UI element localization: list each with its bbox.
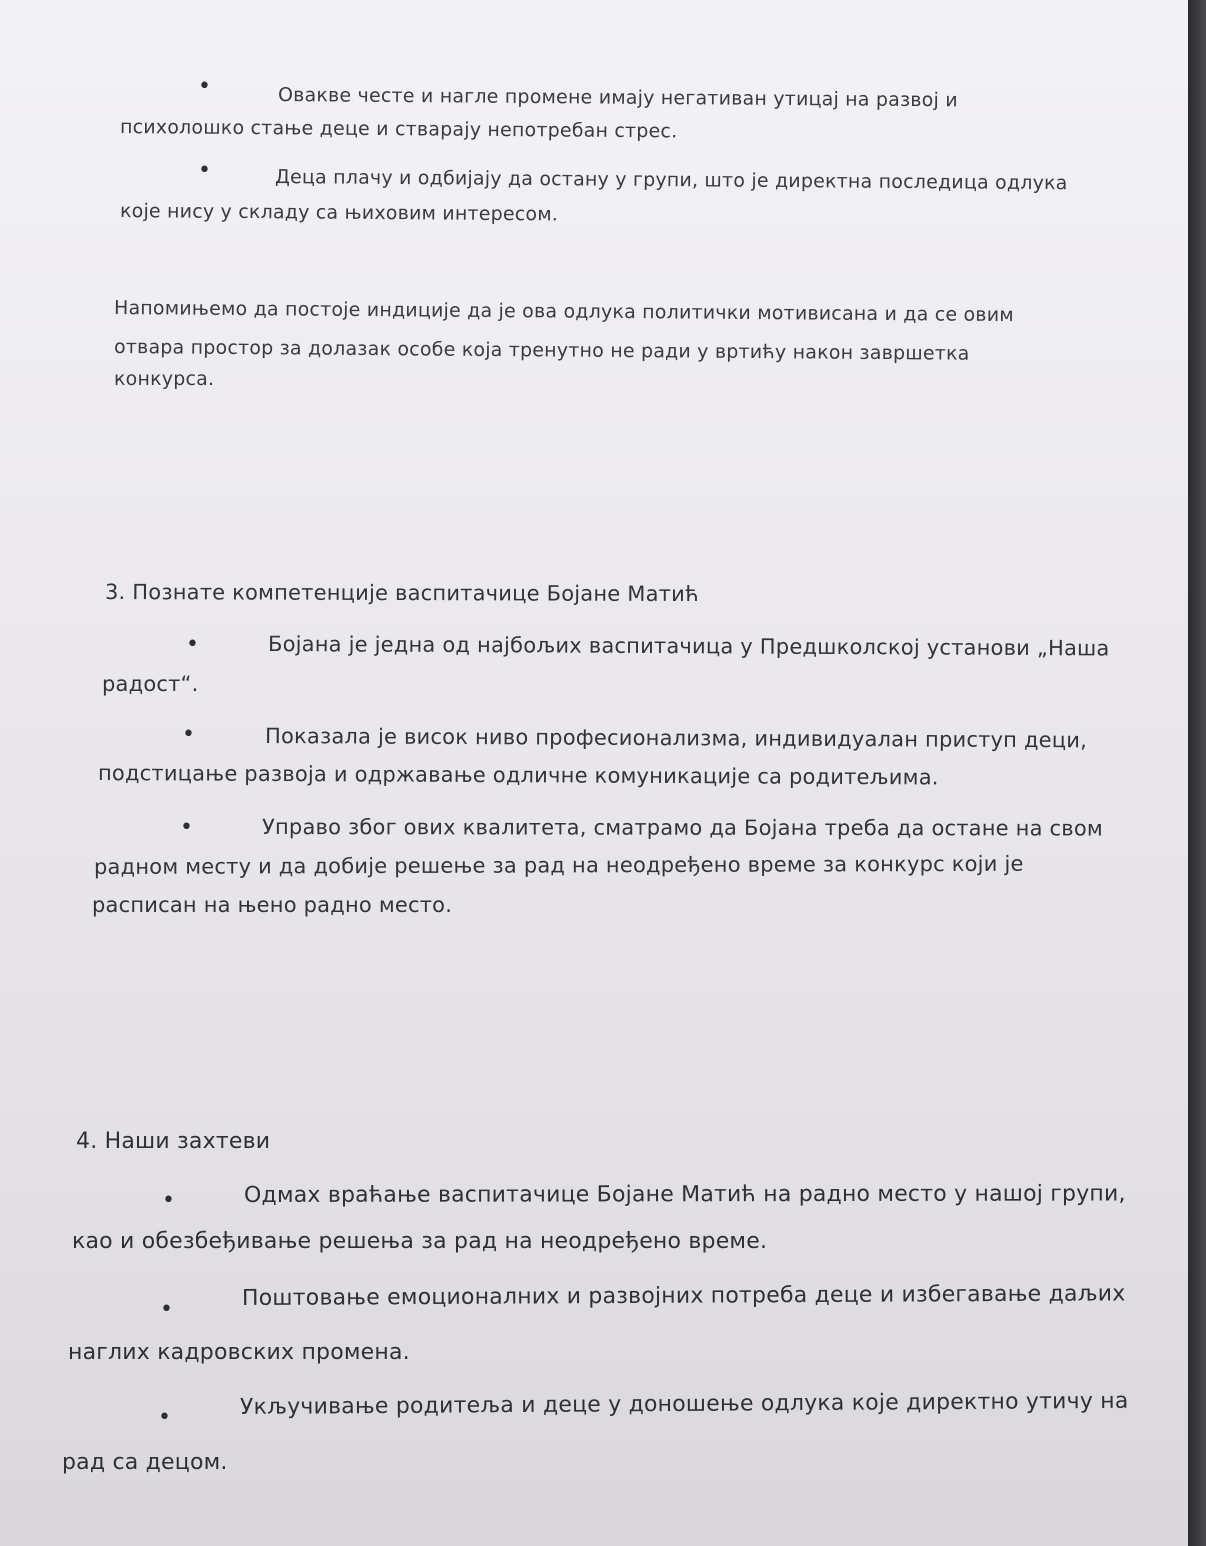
section-3-bullet-1-line-1: Бојана је једна од најбољих васпитачица у Предшколској установи „Наша bbox=[267, 632, 1110, 661]
note-line-1: Напомињемо да постоје индиције да је ова одлука политички мотивисана и да се овим bbox=[113, 297, 1014, 327]
section-4-bullet-2-line-1: Поштовање емоционалних и развојних потреба деце и избегавање даљих bbox=[241, 1281, 1126, 1311]
section-4-bullet-2-line-2: наглих кадровских промена. bbox=[68, 1340, 410, 1365]
section-3-heading: 3. Познате компетенције васпитачице Бојане Матић bbox=[104, 580, 699, 607]
section-4-bullet-3-line-1: Укључивање родитеља и деце у доношење одлука које директно утичу на bbox=[239, 1388, 1129, 1420]
section-3-bullet-3-line-3: расписан на њено радно место. bbox=[92, 893, 453, 917]
bullet-marker: • bbox=[186, 632, 199, 657]
section-3-bullet-3-line-1: Управо због ових квалитета, сматрамо да Бојана треба да остане на свом bbox=[261, 815, 1104, 841]
bullet-marker: • bbox=[158, 1405, 171, 1430]
intro-bullet-1-line-1: Овакве честе и нагле промене имају негативан утицај на развој и bbox=[277, 84, 958, 112]
bullet-marker: • bbox=[182, 722, 195, 747]
section-4-heading: 4. Наши захтеви bbox=[76, 1129, 271, 1154]
bullet-marker: • bbox=[162, 1188, 175, 1213]
page-shadow-edge bbox=[1188, 0, 1206, 1546]
note-line-3: конкурса. bbox=[114, 368, 215, 390]
bullet-marker: • bbox=[198, 74, 211, 99]
section-3-bullet-2-line-2: подстицање развоја и одржавање одличне комуникације са родитељима. bbox=[97, 761, 939, 790]
section-3-bullet-2-line-1: Показала је висок ниво професионализма, индивидуалан приступ деци, bbox=[264, 724, 1088, 753]
bullet-marker: • bbox=[180, 815, 193, 840]
intro-bullet-2-line-2: које нису у складу са њиховим интересом. bbox=[119, 200, 559, 226]
section-4-bullet-1-line-1: Одмах враћање васпитачице Бојане Матић на радно место у нашој групи, bbox=[243, 1181, 1126, 1208]
intro-bullet-2-line-1: Деца плачу и одбијају да остану у групи, што је директна последица одлука bbox=[274, 166, 1068, 195]
bullet-marker: • bbox=[198, 158, 211, 183]
note-line-2: отвара простор за долазак особе која тренутно не ради у вртићу након завршетка bbox=[113, 336, 970, 365]
section-4-bullet-1-line-2: као и обезбеђивање решења за рад на неодређено време. bbox=[72, 1229, 768, 1254]
bullet-marker: • bbox=[160, 1297, 173, 1322]
section-4-bullet-3-line-2: рад са децом. bbox=[62, 1450, 228, 1475]
section-3-bullet-1-line-2: радост“. bbox=[102, 672, 199, 696]
section-3-bullet-3-line-2: радном месту и да добије решење за рад на неодређено време за конкурс који је bbox=[93, 851, 1024, 879]
intro-bullet-1-line-2: психолошко стање деце и стварају непотребан стрес. bbox=[119, 116, 678, 143]
